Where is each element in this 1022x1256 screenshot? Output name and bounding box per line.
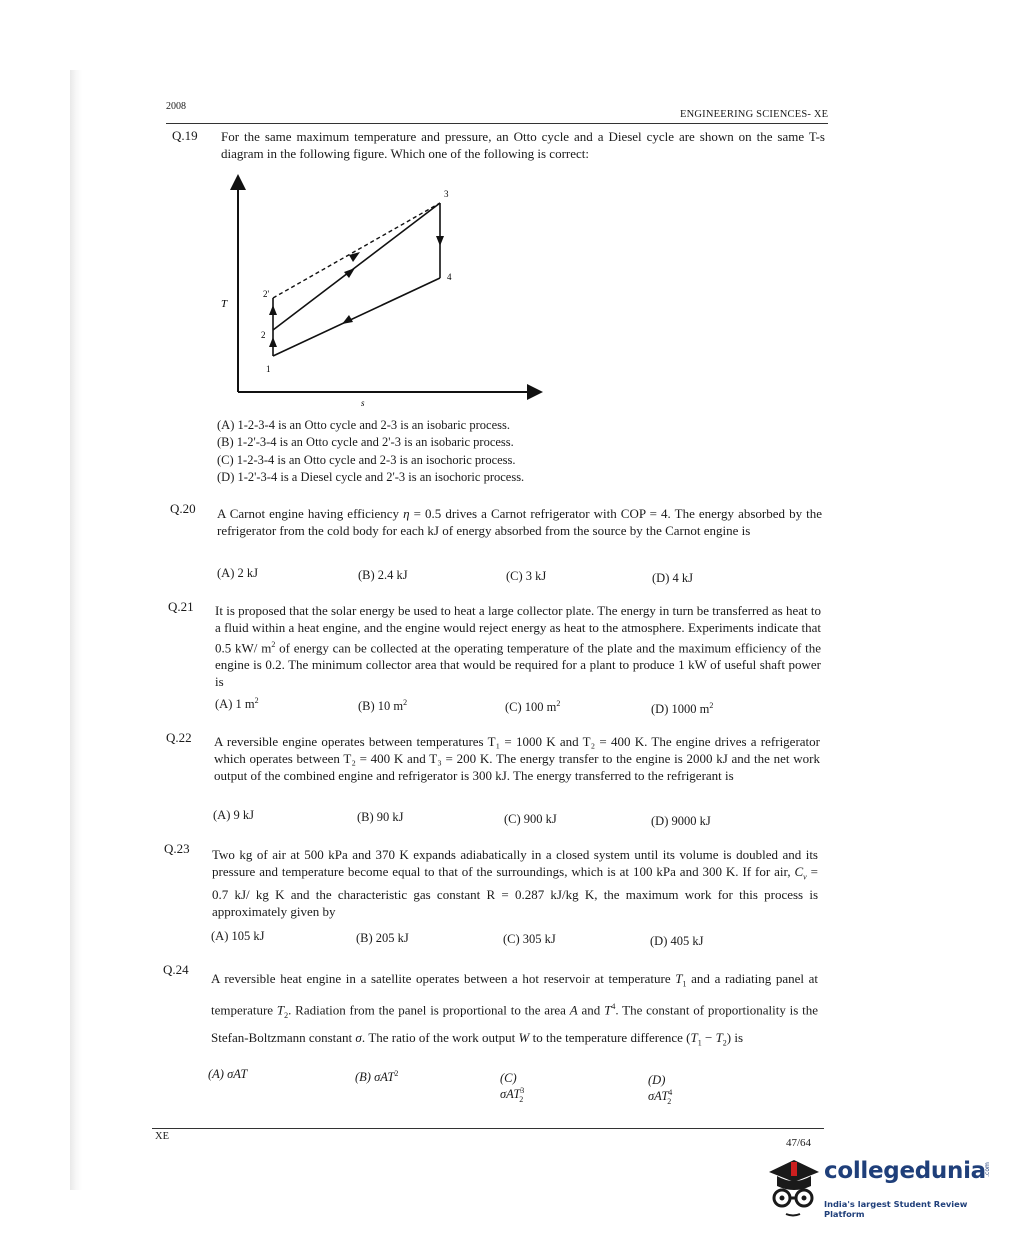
q22-option-b: (B) 90 kJ [357,810,404,824]
q23-option-a: (A) 105 kJ [211,929,265,943]
q19-choice-c: (C) 1-2-3-4 is an Otto cycle and 2-3 is an isochoric process. [217,453,516,467]
q23-text: Two kg of air at 500 kPa and 370 K expands adiabatically in a closed system until its volume is doubled and its pressure and temperature become equal to that of the surroundings, which is at 100 kPa and 300 K. If for air, $C_v = 0.7$ kJ/ kg K and the characteristic gas constant R = 0.287 kJ/kg K, the maximum work for this process is approximately given by [212,847,818,919]
q20-option-b: (B) 2.4 kJ [358,568,408,582]
header-year: 2008 [166,101,186,112]
q21-option-b: (B) 10 $m^2$ [358,698,408,714]
graduate-mascot-icon [764,1150,822,1222]
q19-choice-d: (D) 1-2'-3-4 is a Diesel cycle and 2'-3 is an isochoric process. [217,470,525,484]
q20-text: A Carnot engine having efficiency η = 0.5 drives a Carnot refrigerator with COP = 4. The energy absorbed by the refrigerator from the cold body for each kJ of energy absorbed from the source by the Carnot engine is [217,506,823,538]
x-axis-label: s [361,398,365,408]
q19-choice-b: (B) 1-2'-3-4 is an Otto cycle and 2'-3 is an isobaric process. [217,435,514,449]
arrow-1-2 [269,337,277,347]
logo-dotcom: .com [983,1162,991,1177]
logo-wordmark: collegedunia [824,1158,986,1184]
q22-option-d: (D) 9000 kJ [651,814,711,828]
q24-option-b: (B) σAT$^2$ [355,1069,399,1085]
q20-option-a: (A) 2 kJ [217,566,258,580]
q21-number: Q.21 [168,599,194,614]
arrow-4-1 [342,315,353,324]
q23-option-c: (C) 305 kJ [503,932,556,946]
arrow-2-3 [344,268,355,278]
scan-edge-shadow [70,70,82,1190]
collegedunia-logo[interactable] [764,1150,996,1222]
y-axis-label: T [221,298,228,310]
q19-ts-diagram [215,170,555,410]
process-4-1 [273,278,440,356]
process-2-3 [273,203,440,330]
q20-option-d: (D) 4 kJ [652,571,693,585]
arrow-2prime-3 [349,252,360,262]
point-1-label: 1 [266,364,271,374]
q23-option-d: (D) 405 kJ [650,934,704,948]
footer-page-number: 47/64 [786,1137,812,1149]
header-rule [166,123,828,124]
q21-option-d: (D) 1000 $m^2$ [651,701,714,717]
q21-text: It is proposed that the solar energy be used to heat a large collector plate. The energy in turn be transferred as heat to a fluid within a heat engine, and the engine would reject energy as heat to the atmosphere. Experiments indicate that 0.5 kW/ $m^2$ of energy can be collected at the operating temperature of the plate and the maximum efficiency of the engine is 0.2. The minimum collector area that would be required for a plant to produce 1 kW of useful shaft power is [215,603,821,690]
point-2-label: 2 [261,330,266,340]
q24-option-a: (A) σAT [208,1067,248,1081]
footer-paper-code: XE [155,1131,169,1142]
point-4-label: 4 [447,272,452,282]
q22-text: A reversible engine operates between temperatures T₁ = 1000 K and T₂ = 400 K. The engine drives a refrigerator which operates between T₂ = 400 K and T₃ = 200 K. The energy transfer to the engine is 2000 kJ and the net work output of the combined engine and refrigerator is 300 kJ. The energy transferred to the refrigerant is [214,734,820,783]
q23-number: Q.23 [164,841,190,856]
q24-number: Q.24 [163,962,189,977]
q21-option-c: (C) 100 $m^2$ [505,699,561,715]
arrow-3-4 [436,236,444,246]
point-2prime-label: 2' [263,289,270,299]
arrow-2-2prime [269,305,277,315]
q21-option-a: (A) 1 $m^2$ [215,696,259,712]
q20-option-c: (C) 3 kJ [506,569,547,583]
q22-number: Q.22 [166,730,192,745]
logo-tagline: India's largest Student Review Platform [824,1199,968,1219]
footer-rule [152,1128,824,1129]
q24-text: A reversible heat engine in a satellite operates between a hot reservoir at temperature $T_1$ and a radiating panel at temperature $T_2$. Radiation from the panel is proportional to the area A and $T^4$. The constant of proportionality is the Stefan-Boltzmann constant σ. The ratio of the work output W to the temperature difference $(T_1 - T_2)$ is [211,971,819,1048]
header-subject: ENGINEERING SCIENCES- XE [680,109,829,120]
q19-number: Q.19 [172,128,198,143]
q24-option-d: (D) σAT$^4_2$ [648,1073,673,1106]
point-3-label: 3 [444,189,449,199]
q22-option-a: (A) 9 kJ [213,808,254,822]
q23-option-b: (B) 205 kJ [356,931,409,945]
q19-choice-a: (A) 1-2-3-4 is an Otto cycle and 2-3 is an isobaric process. [217,418,510,432]
q19-text: For the same maximum temperature and pressure, an Otto cycle and a Diesel cycle are shown on the same T-s diagram in the following figure. Which one of the following is correct: [221,129,825,161]
process-2prime-3-dashed [273,203,440,298]
q20-number: Q.20 [170,501,196,516]
q24-option-c: (C) σAT$^3_2$ [500,1071,525,1104]
q22-option-c: (C) 900 kJ [504,812,557,826]
